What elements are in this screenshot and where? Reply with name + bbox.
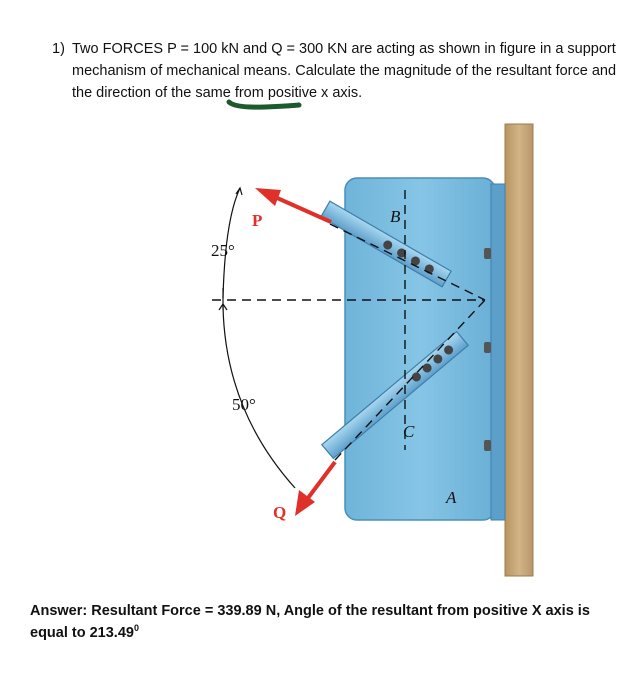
label-b: B xyxy=(390,207,401,226)
label-angle-q: 50° xyxy=(232,395,256,414)
label-a: A xyxy=(446,488,457,507)
question xyxy=(52,38,622,104)
answer-text: Answer: Resultant Force = 339.89 N, Angle of the resultant from positive X axis is equal to 213.49 xyxy=(30,603,590,641)
label-q: Q xyxy=(273,503,287,522)
force-arrow-p xyxy=(255,188,331,222)
label-c: C xyxy=(403,422,415,441)
answer xyxy=(30,600,620,644)
question-number: 1) xyxy=(52,41,65,57)
answer-degree-mark: 0 xyxy=(133,623,139,634)
label-angle-p: 25° xyxy=(211,241,235,260)
angle-arcs xyxy=(219,188,295,488)
question-text: Two FORCES P = 100 kN and Q = 300 KN are acting as shown in figure in a support mechanism of mechanical means. Calculate the magnitude of the resultant force and the direction of the same from positive x axis. xyxy=(72,41,617,101)
mechanism-figure xyxy=(195,110,545,580)
force-arrow-q xyxy=(295,462,335,516)
wall xyxy=(505,124,533,576)
label-p: P xyxy=(252,211,263,230)
